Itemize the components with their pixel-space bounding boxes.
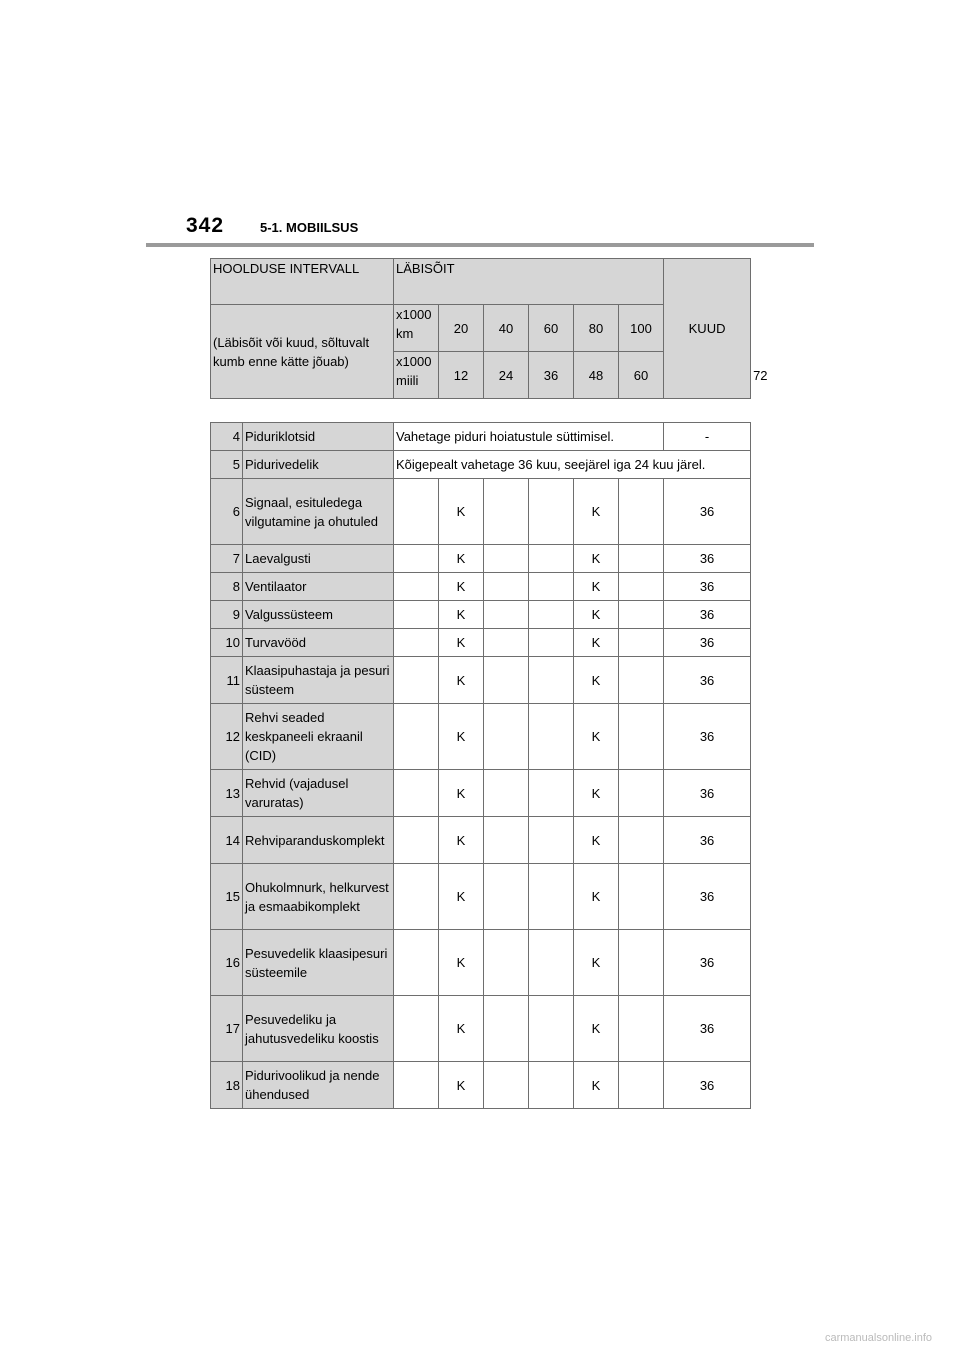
table-row <box>211 629 751 657</box>
row-item: Rehvi seaded keskpaneeli ekraanil (CID) <box>243 704 394 770</box>
table-row <box>211 1062 751 1109</box>
row-cell-20 <box>394 704 439 770</box>
row-cell-100: K <box>574 657 619 704</box>
row-cell-80 <box>529 996 574 1062</box>
table-header-row <box>211 259 751 305</box>
row-cell-120 <box>619 1062 664 1109</box>
row-cell-80 <box>529 657 574 704</box>
row-cell-80 <box>529 545 574 573</box>
row-cell-80 <box>529 1062 574 1109</box>
row-item: Rehviparanduskomplekt <box>243 817 394 864</box>
row-cell-80 <box>529 864 574 930</box>
row-cell-80 <box>529 770 574 817</box>
row-number: 8 <box>211 573 243 601</box>
row-cell-20 <box>394 629 439 657</box>
row-cell-100: K <box>574 770 619 817</box>
row-item: Piduriklotsid <box>243 423 394 451</box>
row-cell-40: K <box>439 545 484 573</box>
row-cell-120 <box>619 817 664 864</box>
row-number: 18 <box>211 1062 243 1109</box>
row-months: 36 <box>664 1062 751 1109</box>
row-cell-40: K <box>439 930 484 996</box>
row-cell-100: K <box>574 704 619 770</box>
row-item: Pesuvedelik klaasipesuri süsteemile <box>243 930 394 996</box>
row-item: Signaal, esituledega vilgutamine ja ohutuled <box>243 479 394 545</box>
row-cell-40: K <box>439 657 484 704</box>
row-cell-20 <box>394 770 439 817</box>
row-cell-120 <box>619 629 664 657</box>
row-cell-40: K <box>439 996 484 1062</box>
row-cell-100: K <box>574 629 619 657</box>
row-cell-60 <box>484 545 529 573</box>
row-cell-40: K <box>439 864 484 930</box>
row-note: Vahetage piduri hoiatustule süttimisel. <box>394 423 664 451</box>
row-note: Kõigepealt vahetage 36 kuu, seejärel iga 24 kuu järel. <box>394 451 751 479</box>
row-cell-120 <box>619 657 664 704</box>
row-cell-20 <box>394 573 439 601</box>
row-cell-20 <box>394 479 439 545</box>
row-item: Pesuvedeliku ja jahutusvedeliku koostis <box>243 996 394 1062</box>
row-item: Rehvid (vajadusel varuratas) <box>243 770 394 817</box>
header-divider <box>146 243 814 247</box>
table-row <box>211 573 751 601</box>
row-months: 36 <box>664 817 751 864</box>
km-value: 40 <box>484 305 529 352</box>
miles-value: 12 <box>439 352 484 399</box>
row-number: 10 <box>211 629 243 657</box>
row-cell-40: K <box>439 770 484 817</box>
row-cell-40: K <box>439 601 484 629</box>
row-months: 36 <box>664 573 751 601</box>
row-cell-120 <box>619 545 664 573</box>
row-cell-120 <box>619 704 664 770</box>
table-row <box>211 864 751 930</box>
row-cell-60 <box>484 996 529 1062</box>
row-number: 15 <box>211 864 243 930</box>
row-cell-20 <box>394 657 439 704</box>
row-number: 6 <box>211 479 243 545</box>
row-cell-80 <box>529 573 574 601</box>
row-months: 36 <box>664 629 751 657</box>
row-cell-60 <box>484 770 529 817</box>
row-cell-60 <box>484 657 529 704</box>
row-cell-20 <box>394 864 439 930</box>
km-value: 60 <box>529 305 574 352</box>
row-months: 36 <box>664 704 751 770</box>
row-cell-100: K <box>574 601 619 629</box>
row-cell-100: K <box>574 996 619 1062</box>
row-item: Pidurivoolikud ja nende ühendused <box>243 1062 394 1109</box>
page-number: 342 <box>186 214 225 237</box>
row-cell-100: K <box>574 479 619 545</box>
row-cell-60 <box>484 1062 529 1109</box>
maintenance-schedule-table <box>210 258 768 1109</box>
row-cell-20 <box>394 545 439 573</box>
row-cell-80 <box>529 817 574 864</box>
row-cell-40: K <box>439 573 484 601</box>
row-months: 36 <box>664 601 751 629</box>
row-item: Laevalgusti <box>243 545 394 573</box>
row-cell-60 <box>484 573 529 601</box>
row-number: 5 <box>211 451 243 479</box>
row-months: - <box>664 423 751 451</box>
row-item: Turvavööd <box>243 629 394 657</box>
row-months: 36 <box>664 996 751 1062</box>
row-cell-60 <box>484 479 529 545</box>
miles-value: 36 <box>529 352 574 399</box>
row-cell-40: K <box>439 479 484 545</box>
table-row <box>211 817 751 864</box>
row-cell-100: K <box>574 864 619 930</box>
row-number: 11 <box>211 657 243 704</box>
row-cell-100: K <box>574 930 619 996</box>
row-number: 4 <box>211 423 243 451</box>
row-cell-120 <box>619 996 664 1062</box>
row-number: 16 <box>211 930 243 996</box>
row-cell-80 <box>529 930 574 996</box>
row-cell-40: K <box>439 817 484 864</box>
row-number: 7 <box>211 545 243 573</box>
table-row <box>211 704 751 770</box>
km-value: 100 <box>619 305 664 352</box>
row-months: 36 <box>664 864 751 930</box>
table-miles-row: x1000 miili 12 24 36 48 60 72 <box>211 352 751 399</box>
km-value: 80 <box>574 305 619 352</box>
header-mileage: LÄBISÕIT <box>394 259 664 305</box>
row-months: 36 <box>664 930 751 996</box>
row-number: 17 <box>211 996 243 1062</box>
row-cell-120 <box>619 479 664 545</box>
row-cell-80 <box>529 479 574 545</box>
row-cell-20 <box>394 1062 439 1109</box>
row-number: 13 <box>211 770 243 817</box>
row-number: 14 <box>211 817 243 864</box>
table-row <box>211 545 751 573</box>
table-row <box>211 423 751 451</box>
km-value: 20 <box>439 305 484 352</box>
row-months: 36 <box>664 657 751 704</box>
table-row <box>211 657 751 704</box>
row-months: 36 <box>664 770 751 817</box>
header-note: (Läbisõit või kuud, sõltuvalt kumb enne kätte jõuab) <box>211 305 394 399</box>
table-row <box>211 930 751 996</box>
row-cell-80 <box>529 601 574 629</box>
row-cell-60 <box>484 864 529 930</box>
row-cell-120 <box>619 601 664 629</box>
row-cell-20 <box>394 930 439 996</box>
table-row <box>211 770 751 817</box>
row-cell-120 <box>619 573 664 601</box>
table-row <box>211 601 751 629</box>
header-months: KUUD <box>664 259 751 399</box>
row-cell-100: K <box>574 545 619 573</box>
row-cell-40: K <box>439 1062 484 1109</box>
row-cell-20 <box>394 996 439 1062</box>
km-unit: x1000 km <box>394 305 439 352</box>
row-item: Pidurivedelik <box>243 451 394 479</box>
row-cell-40: K <box>439 704 484 770</box>
row-cell-40: K <box>439 629 484 657</box>
row-item: Valgussüsteem <box>243 601 394 629</box>
section-title: 5-1. MOBIILSUS <box>260 220 359 235</box>
row-months: 36 <box>664 545 751 573</box>
row-item: Ventilaator <box>243 573 394 601</box>
row-cell-120 <box>619 770 664 817</box>
miles-value: 48 <box>574 352 619 399</box>
miles-value: 60 <box>619 352 664 399</box>
row-cell-60 <box>484 629 529 657</box>
row-cell-80 <box>529 704 574 770</box>
row-cell-120 <box>619 864 664 930</box>
row-cell-20 <box>394 817 439 864</box>
row-number: 9 <box>211 601 243 629</box>
row-cell-80 <box>529 629 574 657</box>
row-item: Klaasipuhastaja ja pesuri süsteem <box>243 657 394 704</box>
row-number: 12 <box>211 704 243 770</box>
row-cell-60 <box>484 704 529 770</box>
row-months: 36 <box>664 479 751 545</box>
row-item: Ohukolmnurk, helkurvest ja esmaabikomplekt <box>243 864 394 930</box>
row-cell-100: K <box>574 1062 619 1109</box>
row-cell-60 <box>484 930 529 996</box>
row-cell-60 <box>484 601 529 629</box>
table-row <box>211 479 751 545</box>
footer-watermark: carmanualsonline.info <box>824 1332 932 1344</box>
row-cell-120 <box>619 930 664 996</box>
table-row <box>211 451 751 479</box>
miles-unit: x1000 miili <box>394 352 439 399</box>
row-cell-60 <box>484 817 529 864</box>
row-cell-20 <box>394 601 439 629</box>
row-cell-100: K <box>574 817 619 864</box>
header-interval: HOOLDUSE INTERVALL <box>211 259 394 305</box>
miles-value: 24 <box>484 352 529 399</box>
row-cell-100: K <box>574 573 619 601</box>
table-row <box>211 996 751 1062</box>
